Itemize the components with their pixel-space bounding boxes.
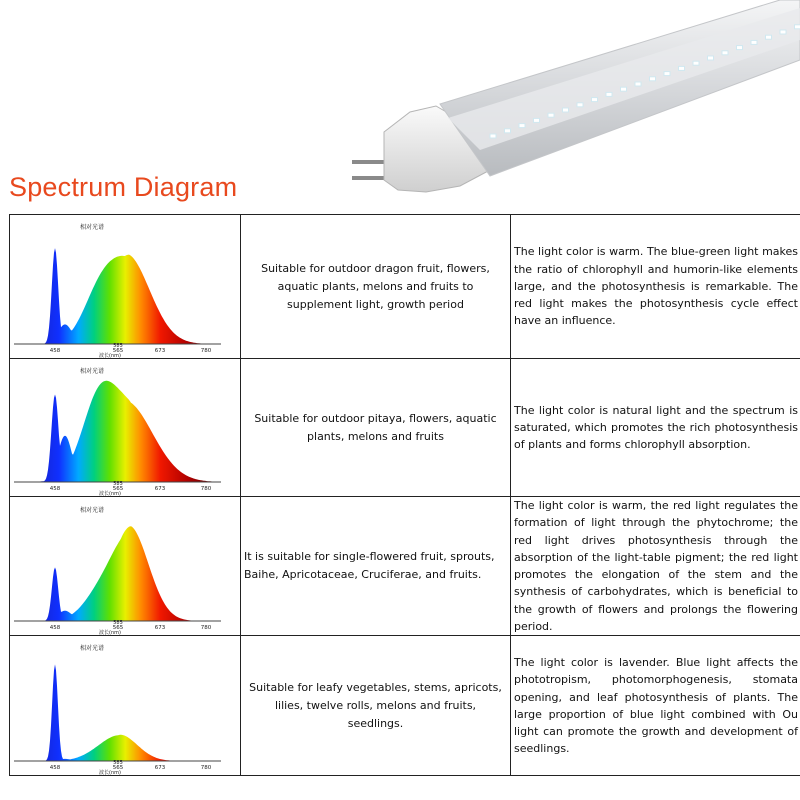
led-chip bbox=[548, 113, 554, 117]
spectrum-chart-cell bbox=[10, 215, 241, 359]
spectrum-chart bbox=[10, 636, 241, 775]
tick-label: 565 bbox=[112, 624, 124, 631]
led-chip bbox=[766, 35, 772, 39]
description-text: The light color is lavender. Blue light affects the phototropism, photomorphogenesis, stomata opening, and leaf photosynthesis of plants. The large proportion of blue light combined with Ou light can promote the growth and development of seedlings. bbox=[514, 655, 798, 756]
spectrum-chart bbox=[10, 359, 241, 496]
table-row bbox=[10, 359, 800, 497]
tick-label: 585 bbox=[113, 760, 123, 767]
led-chip bbox=[664, 72, 670, 76]
tick-label: 673 bbox=[154, 624, 166, 631]
led-chip bbox=[650, 77, 656, 81]
spectrum-curve bbox=[20, 381, 215, 482]
usage-cell bbox=[241, 636, 511, 776]
y-axis-label: 相对光谱 bbox=[80, 368, 105, 375]
tick-label: 780 bbox=[200, 765, 212, 772]
spectrum-table bbox=[9, 214, 800, 776]
description-text: The light color is warm. The blue-green light makes the ratio of chlorophyll and humorin-like elements large, and the photosynthesis is remarkable. The red light makes the photosynthesis cycle effect have an influence. bbox=[514, 245, 798, 328]
tick-label: 458 bbox=[49, 765, 61, 772]
spectrum-chart-cell bbox=[10, 359, 241, 497]
led-chip bbox=[505, 129, 511, 133]
tick-label: 780 bbox=[200, 348, 212, 354]
tube-pin bbox=[352, 176, 388, 180]
description-text: The light color is natural light and the spectrum is saturated, which promotes the rich photosynthesis of plants and forms chlorophyll absorption. bbox=[514, 403, 798, 452]
y-axis-label: 相对光谱 bbox=[80, 224, 105, 231]
tick-label: 565 bbox=[112, 486, 124, 492]
tick-label: 673 bbox=[154, 765, 166, 772]
tick-label: 458 bbox=[49, 486, 61, 492]
x-axis-label: 波长(nm) bbox=[99, 491, 121, 496]
tick-label: 780 bbox=[200, 624, 212, 631]
led-chip bbox=[519, 124, 525, 128]
led-chip bbox=[693, 61, 699, 65]
description-cell bbox=[511, 215, 800, 359]
led-chip bbox=[751, 40, 757, 44]
description-cell bbox=[511, 636, 800, 776]
tick-label: 780 bbox=[200, 486, 212, 492]
x-axis-label: 波长(nm) bbox=[99, 629, 121, 635]
tick-label: 673 bbox=[154, 486, 166, 492]
led-chip bbox=[563, 108, 569, 112]
x-axis-label: 波长(nm) bbox=[99, 353, 121, 358]
led-chip bbox=[708, 56, 714, 60]
led-chip bbox=[490, 134, 496, 138]
tick-label: 585 bbox=[113, 481, 123, 487]
y-axis-label: 相对光谱 bbox=[80, 506, 105, 514]
led-chip bbox=[679, 66, 685, 70]
tick-label: 673 bbox=[154, 348, 166, 354]
usage-cell bbox=[241, 215, 511, 359]
tick-label: 458 bbox=[49, 348, 61, 354]
table-row bbox=[10, 215, 800, 359]
tube-pin bbox=[352, 160, 388, 164]
spectrum-chart bbox=[10, 498, 241, 635]
tick-label: 458 bbox=[49, 624, 61, 631]
tick-label: 565 bbox=[112, 348, 124, 354]
spectrum-chart-cell bbox=[10, 636, 241, 776]
spectrum-curve bbox=[20, 248, 215, 344]
x-axis-label: 波长(nm) bbox=[99, 770, 121, 776]
description-cell bbox=[511, 497, 800, 636]
spectrum-curve bbox=[20, 665, 215, 762]
spectrum-chart-cell bbox=[10, 497, 241, 636]
usage-cell bbox=[241, 359, 511, 497]
led-chip bbox=[722, 51, 728, 55]
led-chip bbox=[534, 118, 540, 122]
usage-text: Suitable for outdoor dragon fruit, flowers, aquatic plants, melons and fruits to supplement light, growth period bbox=[261, 261, 490, 311]
usage-text: Suitable for leafy vegetables, stems, apricots, lilies, twelve rolls, melons and fruits, seedlings. bbox=[249, 680, 502, 730]
led-chip bbox=[606, 92, 612, 96]
led-chip bbox=[592, 98, 598, 102]
led-chip bbox=[635, 82, 641, 86]
usage-text: Suitable for outdoor pitaya, flowers, aquatic plants, melons and fruits bbox=[254, 411, 497, 443]
led-tube-image bbox=[340, 0, 800, 200]
led-chip bbox=[621, 87, 627, 91]
tick-label: 585 bbox=[113, 343, 123, 349]
led-chip bbox=[577, 103, 583, 107]
page-title: Spectrum Diagram bbox=[9, 172, 238, 202]
spectrum-curve bbox=[20, 526, 215, 621]
led-chip bbox=[795, 25, 800, 29]
spectrum-chart bbox=[10, 215, 241, 358]
y-axis-label: 相对光谱 bbox=[80, 645, 105, 653]
description-cell bbox=[511, 359, 800, 497]
usage-text: It is suitable for single-flowered fruit, sprouts, Baihe, Apricotaceae, Cruciferae, and fruits. bbox=[244, 550, 495, 582]
tick-label: 565 bbox=[112, 765, 124, 772]
usage-cell bbox=[241, 497, 511, 636]
led-chip bbox=[780, 30, 786, 34]
description-text: The light color is warm, the red light regulates the formation of light through the phytochrome; the red light drives photosynthesis through the absorption of the light-table pigment; the red light promotes the elongation of the stem and the synthesis of carbohydrates, which is beneficial to the growth of flowers and prolongs the flowering period. bbox=[514, 499, 798, 634]
table-row bbox=[10, 636, 800, 776]
table-row bbox=[10, 497, 800, 636]
tick-label: 585 bbox=[113, 619, 123, 626]
led-chip bbox=[737, 46, 743, 50]
